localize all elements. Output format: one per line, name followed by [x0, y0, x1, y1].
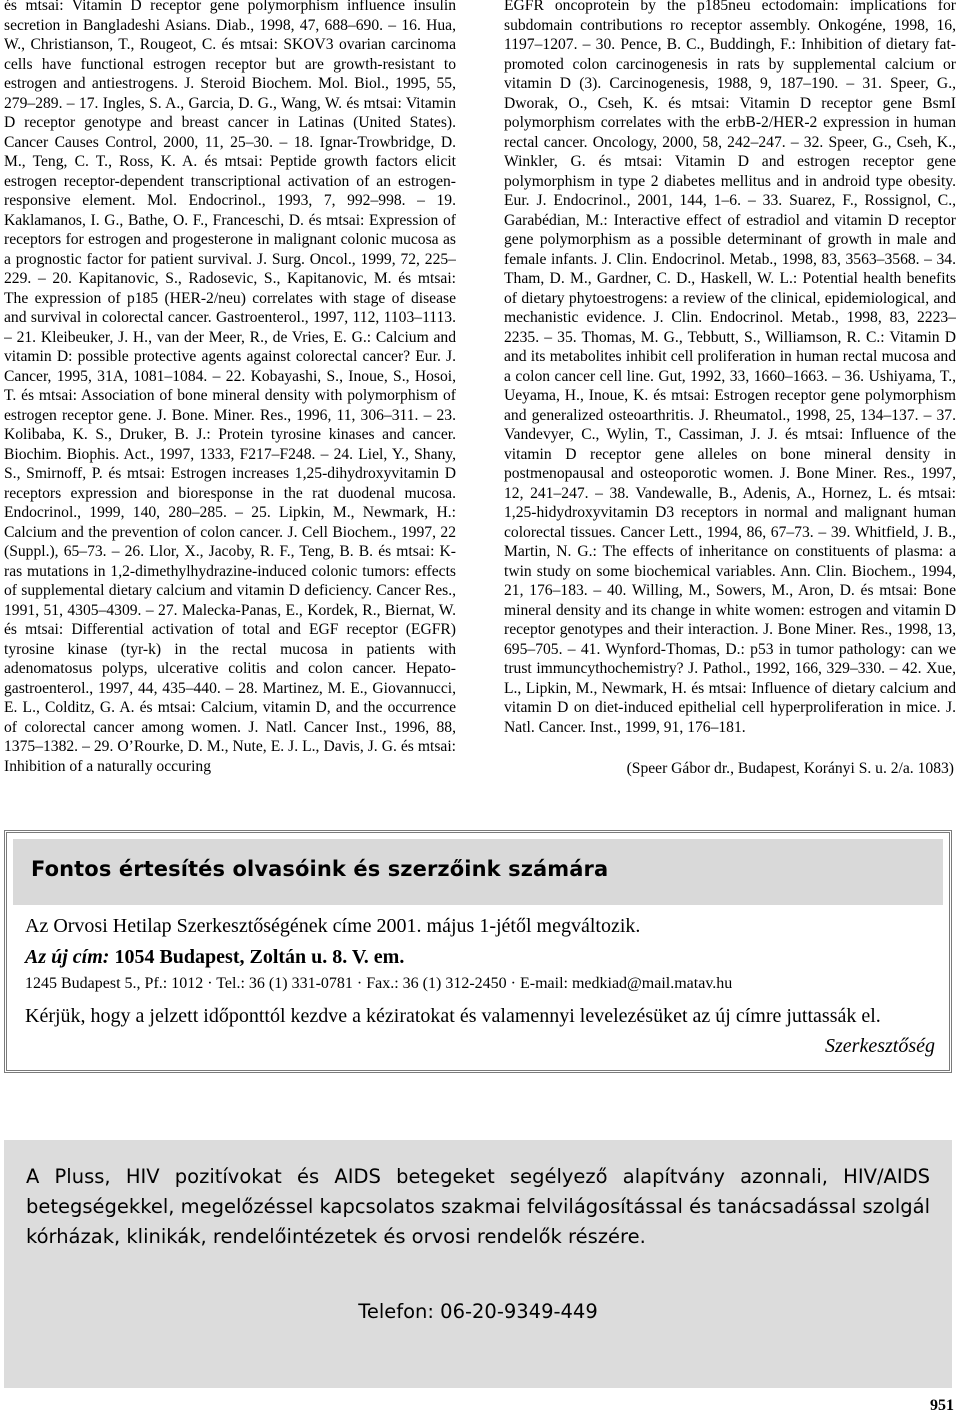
ad-text: A Pluss, HIV pozitívokat és AIDS betegeket segélyező alapítvány azonnali, HIV/AIDS betegségekkel, megelőzéssel kapcsolatos szakmai felvilágosítással és tanácsadással szolgál kórházak, klinikák, rendelőintézetek és orvosi rendelők részére.: [26, 1165, 930, 1248]
notice-new-address-line: [25, 946, 931, 969]
notice-signature: Szerkesztőség: [825, 1035, 935, 1057]
new-address-label: Az új cím:: [25, 946, 110, 968]
editorial-notice-box: [4, 830, 952, 1073]
ad-phone: Telefon: 06-20-9349-449: [358, 1300, 598, 1323]
new-address: 1054 Budapest, Zoltán u. 8. V. em.: [114, 946, 405, 968]
notice-body: [25, 909, 931, 1029]
references-left-column: és mtsai: Vitamin D receptor gene polymorphism influence insulin secretion in Bangladeshi Asians. Diab., 1998, 47, 688–690. – 16. Hua, W., Christianson, T., Rougeot, C. és mtsai: SKOV3 ovarian carcinoma cells have functional estrogen receptor but are growth-resistant to estrogen and antiestrogens. J. Steroid Biochem. Mol. Biol., 1995, 55, 279–289. – 17. Ingles, S. A., Garcia, D. G., Wang, W. és mtsai: Vitamin D receptor genotype and breast cancer in Latinas (United States). Cancer Causes Control, 2000, 11, 25–30. – 18. Ignar-Trowbridge, D. M., Teng, C. T., Ross, K. A. és mtsai: Peptide growth factors elicit estrogen receptor-dependent transcriptional activation of an estrogen-responsive element. Mol. Endocrinol., 1993, 7, 992–998. – 19. Kaklamanos, I. G., Bathe, O. F., Franceschi, D. és mtsai: Expression of receptors for estrogen and progesterone in malignant colonic mucosa as a prognostic factor for patient survival. J. Surg. Oncol., 1999, 72, 225–229. – 20. Kapitanovic, S., Radosevic, S., Kapitanovic, M. és mtsai: The expression of p185 (HER-2/neu) correlates with stage of disease and survival in colorectal cancer. Gastroenterol., 1997, 112, 1103–1113. – 21. Kleibeuker, J. H., van der Meer, R., de Vries, E. G.: Calcium and vitamin D: possible protective agents against colorectal cancer? Eur. J. Cancer, 1995, 31A, 1081–1084. – 22. Kobayashi, S., Inoue, S., Hosoi, T. és mtsai: Association of bone mineral density with polymorphism of estrogen receptor gene. J. Bone. Miner. Res., 1996, 11, 306–311. – 23. Kolibaba, K. S., Druker, B. J.: Protein tyrosine kinases and cancer. Biochim. Biophis. Act., 1997, 1333, F217–F248. – 24. Liel, Y., Shany, S., Smirnoff, P. és mtsai: Estrogen increases 1,25-dihydroxyvitamin D receptors expression and bioresponse in the rat duodenal mucosa. Endocrinol., 1999, 140, 280–285. – 25. Lipkin, M., Newmark, H.: Calcium and the prevention of colon cancer. J. Cell Biochem., 1997, 22 (Suppl.), 65–73. – 26. Llor, X., Jacoby, R. F., Teng, B. B. és mtsai: K-ras mutations in 1,2-dimethylhydrazine-induced colonic tumors: effects of supplemental dietary calcium and vitamin D deficiency. Cancer Res., 1991, 51, 4305–4309. – 27. Malecka-Panas, E., Kordek, R., Biernat, W. és mtsai: Differential activation of total and EGF receptor (EGFR) tyrosine kinase (tyr-k) in the rectal mucosa in patients with adenomatosus polyps, ulcerative colitis and colon cancer. Hepato-gastroenterol., 1997, 44, 435–440. – 28. Martinez, M. E., Giovannucci, E. L., Colditz, G. A. és mtsai: Calcium, vitamin D, and the occurrence of colorectal cancer among women. J. Natl. Cancer Inst., 1996, 88, 1375–1382. – 29. O’Rourke, D. M., Nute, E. J. L., Davis, J. G. és mtsai: Inhibition of a naturally occuring: [4, 0, 456, 775]
foundation-advertisement: [4, 1140, 952, 1388]
notice-request: Kérjük, hogy a jelzett időponttól kezdve a kéziratokat és valamennyi levelezésüket az új címre juttassák el.: [25, 1005, 881, 1027]
author-signature: (Speer Gábor dr., Budapest, Korányi S. u. 2/a. 1083): [626, 760, 954, 777]
notice-header: [13, 839, 943, 905]
notice-title: Fontos értesítés olvasóink és szerzőink számára: [31, 857, 609, 881]
notice-address-change: Az Orvosi Hetilap Szerkesztőségének címe 2001. május 1-jétől megváltozik.: [25, 915, 641, 937]
references-right-column: EGFR oncoprotein by the p185neu ectodomain: implications for subdomain contributions ro receptor assembly. Onkogéne, 1998, 16, 1197–1207. – 30. Pence, B. C., Buddingh, F.: Inhibition of dietary fat-promoted colon carcinogenesis in rats by supplemental calcium or vitamin D (3). Carcinogenesis, 1988, 9, 187–190. – 31. Speer, G., Dworak, O., Cseh, K. és mtsai: Vitamin D receptor gene BsmI polymorphism correlates with the erbB-2/HER-2 expression in human rectal cancer. Oncology, 2000, 58, 242–247. – 32. Speer, G., Cseh, K., Winkler, G. és mtsai: Vitamin D and estrogen receptor gene polymorphism in type 2 diabetes mellitus and in android type obesity. Eur. J. Endocrinol., 2001, 144, 1–6. – 33. Suarez, F., Rossignol, C., Garabédian, M.: Interactive effect of estradiol and vitamin D receptor gene polymorphism as a possible determinant of growth in male and female infants. J. Clin. Endocrinol. Metab., 1998, 83, 3563–3568. – 34. Tham, D. M., Gardner, C. D., Haskell, W. L.: Potential health benefits of dietary phytoestrogens: a review of the clinical, epidemiological, and mechanistic evidence. J. Clin. Endocrinol. Metab., 1998, 83, 2223–2235. – 35. Thomas, M. G., Tebbutt, S., Williamson, R. C.: Vitamin D and its metabolites inhibit cell proliferation in human rectal mucosa and a colon cancer cell line. Gut, 1992, 33, 1660–1663. – 36. Ushiyama, T., Ueyama, H., Inoue, K. és mtsai: Estrogen receptor gene polymorphism and generalized osteoarthritis. J. Rheumatol., 1998, 25, 134–137. – 37. Vandevyer, C., Wylin, T., Cassiman, J. J. és mtsai: Influence of the vitamin D receptor gene alleles on bone mineral density in postmenopausal and osteoporotic women. J. Bone Miner. Res., 1997, 12, 241–247. – 38. Vandewalle, B., Adenis, A., Hornez, L. és mtsai: 1,25-hidydroxyvitamin D3 receptors in normal and malignant human colorectal tissues. Cancer Lett., 1994, 86, 67–73. – 39. Whitfield, J. B., Martin, N. G.: The effects of inheritance on constituents of plasma: a twin study on some biochemical variables. Ann. Clin. Biochem., 1994, 21, 176–183. – 40. Willing, M., Sowers, M., Aron, D. és mtsai: Bone mineral density and its change in white women: estrogen and vitamin D receptor genotypes and their interaction. J. Bone Miner. Res., 1998, 13, 695–705. – 41. Wynford-Thomas, D.: p53 in tumor pathology: can we trust immuncythochemistry? J. Pathol., 1992, 166, 329–330. – 42. Xue, L., Lipkin, M., Newmark, H. és mtsai: Influence of dietary calcium and vitamin D on diet-induced epithelial cell hyperproliferation in mice. J. Natl. Cancer. Inst., 1999, 91, 176–181.: [504, 0, 956, 736]
notice-contact-info: 1245 Budapest 5., Pf.: 1012 · Tel.: 36 (1) 331-0781 · Fax.: 36 (1) 312-2450 · E-mail: medkiad@mail.matav.hu: [25, 975, 733, 992]
page-number: 951: [930, 1397, 954, 1414]
